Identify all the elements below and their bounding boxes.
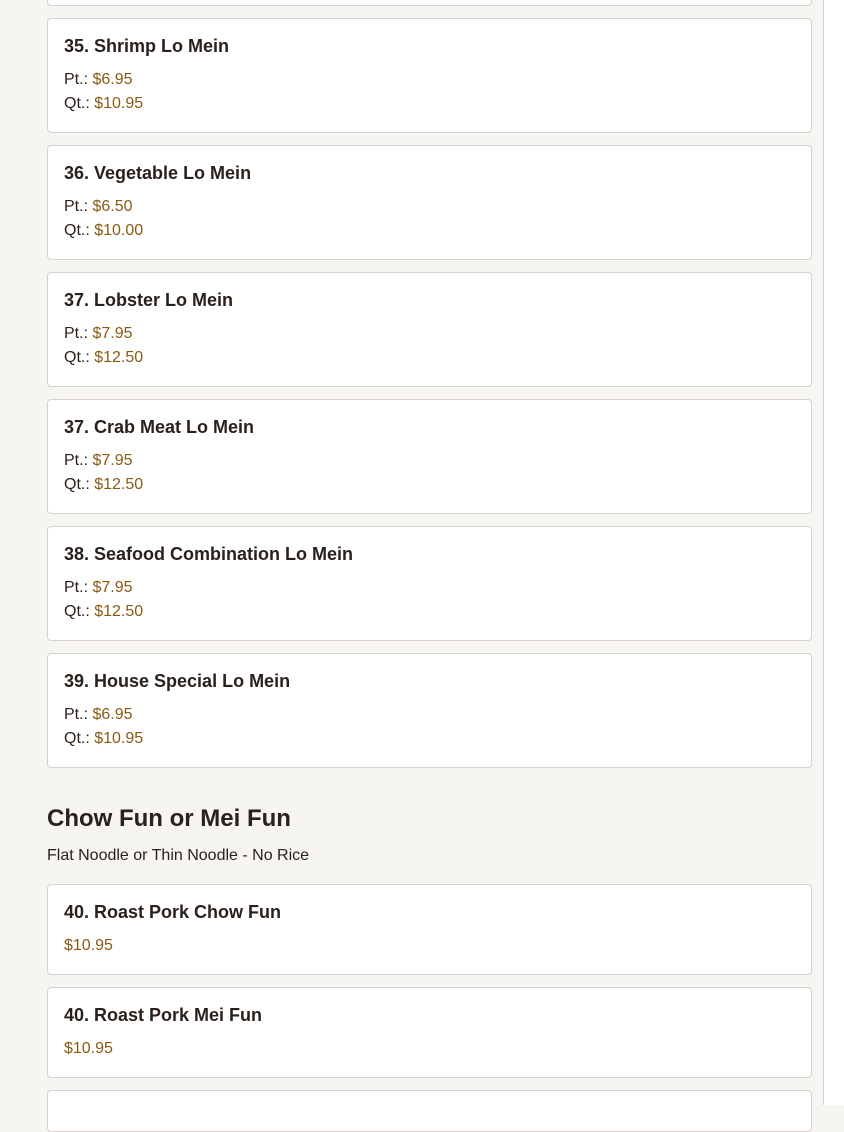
quart-price-line bbox=[64, 730, 143, 748]
quart-price: $12.50 bbox=[94, 603, 144, 620]
menu-item-price: $10.95 bbox=[64, 937, 113, 954]
pint-price-line bbox=[64, 452, 133, 470]
pint-label: Pt.: bbox=[64, 452, 89, 469]
pint-label: Pt.: bbox=[64, 71, 89, 88]
pint-price-line bbox=[64, 579, 133, 597]
quart-price: $12.50 bbox=[94, 349, 144, 366]
pint-label: Pt.: bbox=[64, 198, 89, 215]
menu-item-price: $10.95 bbox=[64, 1040, 113, 1057]
menu-item-price-line bbox=[64, 937, 113, 955]
menu-item-card[interactable] bbox=[47, 884, 812, 975]
scrollbar-track[interactable] bbox=[824, 0, 844, 1105]
menu-item-card-partial[interactable] bbox=[47, 0, 812, 6]
menu-item-card[interactable] bbox=[47, 272, 812, 387]
menu-item-price-line bbox=[64, 1040, 113, 1058]
quart-price: $10.95 bbox=[94, 95, 144, 112]
pint-price: $6.50 bbox=[92, 198, 133, 215]
quart-price-line bbox=[64, 349, 143, 367]
menu-item-card-partial[interactable] bbox=[47, 1090, 812, 1132]
menu-item-card[interactable] bbox=[47, 526, 812, 641]
quart-price-line bbox=[64, 476, 143, 494]
pint-price: $6.95 bbox=[92, 706, 133, 723]
pint-label: Pt.: bbox=[64, 325, 89, 342]
quart-label: Qt.: bbox=[64, 349, 90, 366]
pint-price-line bbox=[64, 71, 133, 89]
menu-item-card[interactable] bbox=[47, 987, 812, 1078]
quart-label: Qt.: bbox=[64, 476, 90, 493]
pint-label: Pt.: bbox=[64, 706, 89, 723]
quart-label: Qt.: bbox=[64, 95, 90, 112]
pint-price-line bbox=[64, 706, 133, 724]
quart-price: $10.95 bbox=[94, 730, 144, 747]
menu-item-card[interactable] bbox=[47, 653, 812, 768]
quart-price-line bbox=[64, 603, 143, 621]
menu-item-card[interactable] bbox=[47, 399, 812, 514]
menu-item-card[interactable] bbox=[47, 145, 812, 260]
menu-item-name: 39. House Special Lo Mein bbox=[64, 671, 291, 691]
menu-item-name: 37. Lobster Lo Mein bbox=[64, 290, 234, 310]
menu-item-name: 40. Roast Pork Mei Fun bbox=[64, 1005, 263, 1025]
pint-price-line bbox=[64, 325, 133, 343]
quart-price-line bbox=[64, 95, 143, 113]
pint-price: $7.95 bbox=[92, 325, 133, 342]
pint-price: $7.95 bbox=[92, 452, 133, 469]
pint-price: $7.95 bbox=[92, 579, 133, 596]
pint-price-line bbox=[64, 198, 133, 216]
section-subtitle: Flat Noodle or Thin Noodle - No Rice bbox=[47, 847, 310, 864]
quart-price-line bbox=[64, 222, 143, 240]
menu-item-name: 36. Vegetable Lo Mein bbox=[64, 163, 252, 183]
quart-label: Qt.: bbox=[64, 730, 90, 747]
section-title: Chow Fun or Mei Fun bbox=[47, 805, 291, 832]
pint-price: $6.95 bbox=[92, 71, 133, 88]
pint-label: Pt.: bbox=[64, 579, 89, 596]
menu-item-name: 35. Shrimp Lo Mein bbox=[64, 36, 230, 56]
quart-label: Qt.: bbox=[64, 222, 90, 239]
quart-price: $12.50 bbox=[94, 476, 144, 493]
menu-item-name: 37. Crab Meat Lo Mein bbox=[64, 417, 255, 437]
quart-price: $10.00 bbox=[94, 222, 144, 239]
menu-item-name: 40. Roast Pork Chow Fun bbox=[64, 902, 282, 922]
menu-item-name: 38. Seafood Combination Lo Mein bbox=[64, 544, 354, 564]
quart-label: Qt.: bbox=[64, 603, 90, 620]
menu-item-card[interactable] bbox=[47, 18, 812, 133]
